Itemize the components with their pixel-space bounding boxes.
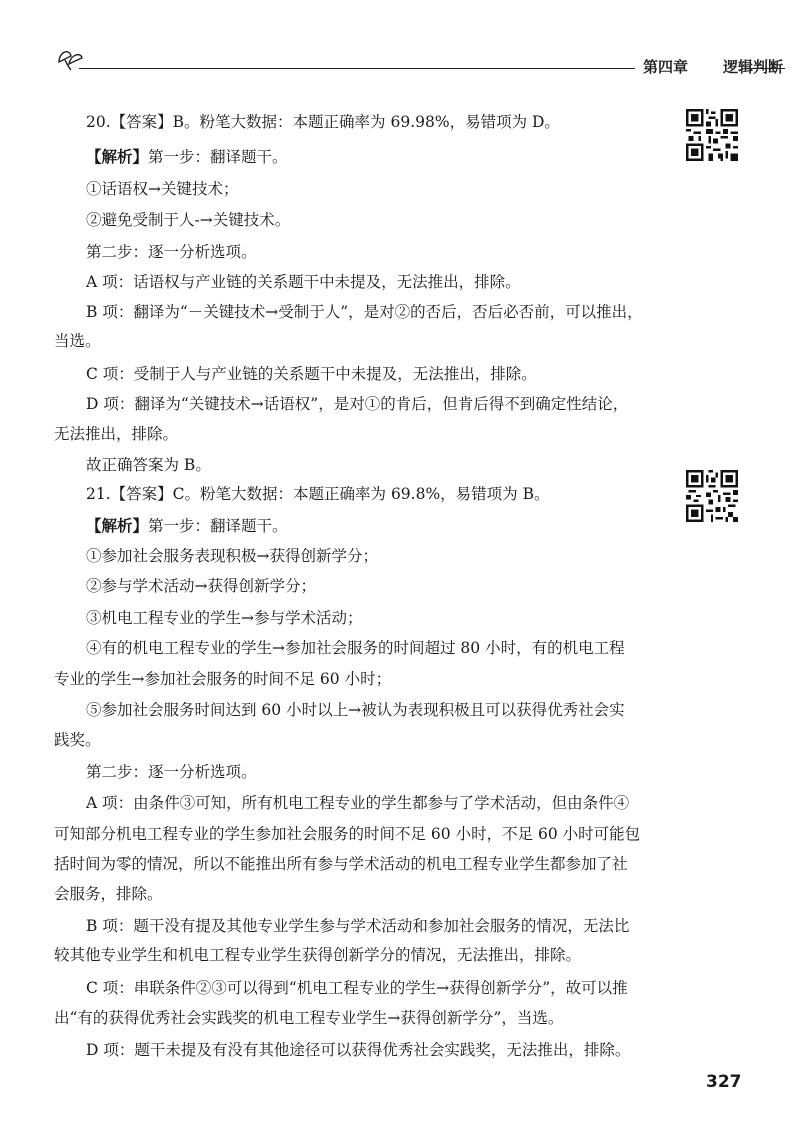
analysis-step1: 第一步：翻译题干。 xyxy=(148,148,288,166)
q20-option-b-line1: B 项：翻译为“－关键技术→受制于人”，是对②的否后，否后必否前，可以推出， xyxy=(86,303,643,321)
q20-option-d-line1: D 项：翻译为“关键技术→话语权”，是对①的肯后，但肯后得不到确定性结论， xyxy=(86,395,629,413)
q21-option-b-line1: B 项：题干没有提及其他专业学生参与学术活动和参加社会服务的情况，无法比 xyxy=(86,917,630,935)
q21-premise-4-line1: ④有的机电工程专业的学生→参加社会服务的时间超过 80 小时，有的机电工程 xyxy=(86,639,625,657)
q20-option-a: A 项：话语权与产业链的关系题干中未提及，无法推出，排除。 xyxy=(86,273,521,291)
q21-premise-3: ③机电工程专业的学生→参与学术活动； xyxy=(86,609,363,627)
q20-analysis-line xyxy=(86,147,288,167)
analysis-tag: 【解析】 xyxy=(86,147,149,166)
q21-option-c-line2: 出“有的获得优秀社会实践奖的机电工程专业学生→获得创新学分”，当选。 xyxy=(54,1009,564,1027)
q21-step2: 第二步：逐一分析选项。 xyxy=(86,763,257,781)
q20-answer-line: 20.【答案】B。粉笔大数据：本题正确率为 69.98%，易错项为 D。 xyxy=(86,113,560,131)
q21-premise-5-line1: ⑤参加社会服务时间达到 60 小时以上→被认为表现积极且可以获得优秀社会实 xyxy=(86,701,625,719)
chapter-title: 逻辑判断 xyxy=(723,58,784,76)
q21-premise-1: ①参加社会服务表现积极→获得创新学分； xyxy=(86,547,378,565)
qr-code-icon xyxy=(686,470,738,522)
q20-premise-1: ①话语权→关键技术； xyxy=(86,180,239,198)
q20-step2: 第二步：逐一分析选项。 xyxy=(86,243,257,261)
q20-conclusion: 故正确答案为 B。 xyxy=(86,456,211,474)
q20-option-b-line2: 当选。 xyxy=(54,332,101,350)
header-rule xyxy=(79,68,635,69)
q21-premise-4-line2: 专业的学生→参加社会服务的时间不足 60 小时； xyxy=(54,670,392,688)
q21-option-d: D 项：题干未提及有没有其他途径可以获得优秀社会实践奖，无法推出，排除。 xyxy=(86,1041,631,1059)
q21-option-a-line4: 会服务，排除。 xyxy=(54,885,163,903)
q20-option-d-line2: 无法推出，排除。 xyxy=(54,425,179,443)
q20-option-c: C 项：受制于人与产业链的关系题干中未提及，无法推出，排除。 xyxy=(86,365,537,383)
chapter-label: 第四章 xyxy=(643,58,689,76)
page-header xyxy=(55,40,785,80)
q21-option-a-line1: A 项：由条件③可知，所有机电工程专业的学生都参与了学术活动，但由条件④ xyxy=(86,794,630,812)
page-number: 327 xyxy=(706,1072,742,1092)
q21-analysis-line xyxy=(86,516,288,536)
analysis-step1: 第一步：翻译题干。 xyxy=(148,517,288,535)
q21-option-c-line1: C 项：串联条件②③可以得到“机电工程专业的学生→获得创新学分”，故可以推 xyxy=(86,979,628,997)
header-rule-right xyxy=(745,68,785,69)
q21-option-a-line2: 可知部分机电工程专业的学生参加社会服务的时间不足 60 小时，不足 60 小时可能包 xyxy=(54,825,641,843)
q21-option-b-line2: 较其他专业学生和机电工程专业学生获得创新学分的情况，无法推出，排除。 xyxy=(54,946,582,964)
q21-premise-5-line2: 践奖。 xyxy=(54,731,101,749)
analysis-tag: 【解析】 xyxy=(86,516,149,535)
q21-option-a-line3: 括时间为零的情况，所以不能推出所有参与学术活动的机电工程专业学生都参加了社 xyxy=(54,855,628,873)
q21-premise-2: ②参与学术活动→获得创新学分； xyxy=(86,577,316,595)
qr-code-icon xyxy=(686,109,738,161)
q20-premise-2: ②避免受制于人-→关键技术。 xyxy=(86,211,291,229)
q21-answer-line: 21.【答案】C。粉笔大数据：本题正确率为 69.8%，易错项为 B。 xyxy=(86,485,550,503)
